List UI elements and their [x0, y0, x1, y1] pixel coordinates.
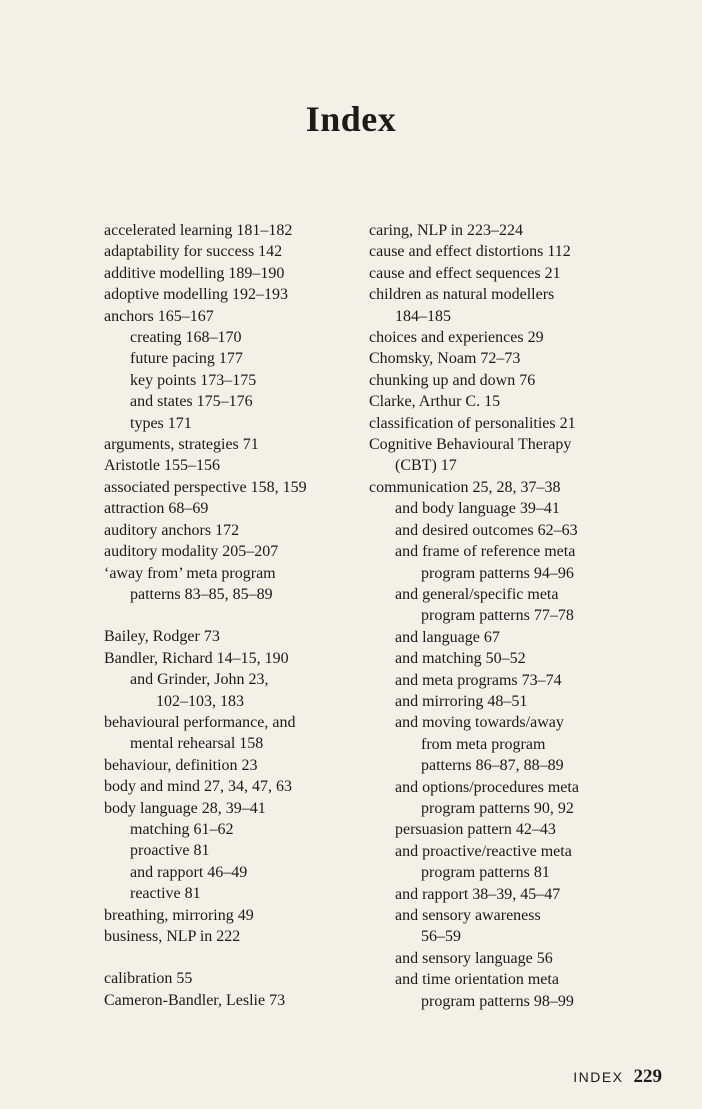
entry-text: communication 25, 28, 37–38	[369, 478, 561, 496]
index-entry	[104, 626, 364, 647]
index-entry	[104, 520, 364, 541]
entry-text: and desired outcomes 62–63	[395, 521, 578, 539]
index-entry	[369, 263, 629, 284]
index-entry	[104, 968, 364, 989]
index-subentry	[369, 648, 629, 669]
entry-text: caring, NLP in 223–224	[369, 222, 524, 239]
entry-text: Cameron-Bandler, Leslie 73	[104, 991, 286, 1009]
index-entry	[104, 776, 364, 797]
entry-continuation: program patterns 98–99	[421, 992, 574, 1010]
index-entry	[104, 990, 364, 1011]
entry-text: and rapport 46–49	[130, 863, 248, 881]
entry-text: auditory modality 205–207	[104, 543, 279, 561]
index-subentry	[369, 777, 629, 820]
entry-text: Cognitive Behavioural Therapy	[369, 436, 572, 454]
index-entry	[369, 370, 629, 391]
entry-text: persuasion pattern 42–43	[395, 821, 556, 839]
index-entry	[369, 284, 629, 327]
entry-continuation: patterns 86–87, 88–89	[421, 757, 564, 775]
letter-group-gap	[104, 947, 364, 968]
entry-continuation: program patterns 77–78	[421, 607, 574, 625]
index-subentry	[104, 348, 364, 369]
entry-text: adaptability for success 142	[104, 243, 283, 261]
entry-text: and moving towards/away	[395, 714, 564, 732]
entry-text: breathing, mirroring 49	[104, 906, 254, 924]
entry-text: anchors 165–167	[104, 307, 214, 325]
entry-text: and mirroring 48–51	[395, 692, 528, 710]
index-subentry	[104, 391, 364, 412]
index-entry	[104, 905, 364, 926]
entry-text: matching 61–62	[130, 820, 234, 838]
index-entry	[104, 220, 364, 241]
index-entry	[104, 434, 364, 455]
entry-text: future pacing 177	[130, 350, 243, 368]
entry-continuation: mental rehearsal 158	[130, 735, 264, 753]
index-subentry	[104, 370, 364, 391]
index-entry	[104, 477, 364, 498]
letter-group-gap	[104, 605, 364, 626]
entry-text: and states 175–176	[130, 393, 253, 411]
entry-text: and options/procedures meta	[395, 778, 579, 796]
entry-text: key points 173–175	[130, 371, 257, 389]
entry-text: behaviour, definition 23	[104, 756, 258, 774]
index-entry	[369, 391, 629, 412]
index-subentry	[369, 584, 629, 627]
entry-text: and sensory language 56	[395, 949, 553, 967]
index-entry	[369, 220, 629, 241]
entry-text: and general/specific meta	[395, 585, 559, 603]
entry-text: Clarke, Arthur C. 15	[369, 393, 501, 411]
index-entry	[369, 241, 629, 262]
entry-continuation: 102–103, 183	[156, 692, 244, 710]
index-subentry	[369, 670, 629, 691]
entry-text: additive modelling 189–190	[104, 264, 285, 282]
entry-text: classification of personalities 21	[369, 414, 576, 432]
index-entry	[104, 541, 364, 562]
entry-text: body and mind 27, 34, 47, 63	[104, 778, 292, 796]
index-subentry	[104, 327, 364, 348]
index-subentry	[104, 862, 364, 883]
entry-text: business, NLP in 222	[104, 928, 241, 945]
entry-text: and frame of reference meta	[395, 543, 576, 561]
index-entry	[104, 712, 364, 755]
entry-text: proactive 81	[130, 842, 210, 860]
entry-continuation: from meta program	[421, 735, 546, 753]
entry-text: adoptive modelling 192–193	[104, 286, 288, 304]
entry-text: children as natural modellers	[369, 286, 555, 304]
index-subentry	[369, 712, 629, 776]
index-subentry	[369, 884, 629, 905]
entry-text: and proactive/reactive meta	[395, 842, 572, 860]
index-column-left	[104, 220, 364, 1011]
entry-text: Chomsky, Noam 72–73	[369, 350, 521, 368]
index-subentry	[369, 948, 629, 969]
entry-continuation: 56–59	[421, 928, 461, 946]
index-entry	[104, 498, 364, 519]
index-subentry	[369, 627, 629, 648]
entry-text: ‘away from’ meta program	[104, 564, 276, 582]
entry-text: accelerated learning 181–182	[104, 222, 293, 239]
index-subentry	[104, 819, 364, 840]
index-subentry	[369, 520, 629, 541]
index-entry	[104, 455, 364, 476]
entry-text: auditory anchors 172	[104, 521, 240, 539]
entry-text: associated perspective 158, 159	[104, 478, 307, 496]
index-entry	[369, 348, 629, 369]
entry-text: and time orientation meta	[395, 971, 559, 989]
index-entry	[104, 798, 364, 819]
index-entry	[369, 327, 629, 348]
index-entry	[369, 413, 629, 434]
entry-continuation: program patterns 81	[421, 864, 550, 882]
index-entry	[104, 284, 364, 305]
entry-text: and rapport 38–39, 45–47	[395, 885, 561, 903]
entry-text: choices and experiences 29	[369, 329, 544, 347]
index-entry	[369, 477, 629, 498]
index-entry	[104, 648, 364, 669]
index-entry	[104, 755, 364, 776]
index-subentry	[104, 413, 364, 434]
entry-text: Aristotle 155–156	[104, 457, 220, 475]
page-title: Index	[305, 99, 397, 139]
index-subentry	[369, 498, 629, 519]
entry-text: types 171	[130, 414, 192, 432]
entry-text: body language 28, 39–41	[104, 799, 266, 817]
entry-text: attraction 68–69	[104, 500, 209, 518]
entry-text: and meta programs 73–74	[395, 671, 562, 689]
page-number: 229	[633, 1066, 662, 1087]
entry-text: reactive 81	[130, 885, 201, 903]
index-entry	[369, 434, 629, 477]
entry-continuation: 184–185	[395, 307, 451, 325]
entry-text: calibration 55	[104, 970, 193, 988]
index-subentry	[369, 691, 629, 712]
index-subentry	[369, 969, 629, 1012]
entry-text: and sensory awareness	[395, 907, 541, 924]
entry-text: creating 168–170	[130, 329, 242, 347]
index-subentry	[369, 905, 629, 948]
entry-text: behavioural performance, and	[104, 713, 296, 731]
entry-continuation: program patterns 94–96	[421, 564, 574, 582]
index-subentry	[104, 669, 364, 712]
entry-text: and Grinder, John 23,	[130, 671, 269, 689]
index-subentry	[369, 819, 629, 840]
index-subentry	[104, 883, 364, 904]
entry-text: and matching 50–52	[395, 650, 526, 668]
entry-text: Bandler, Richard 14–15, 190	[104, 649, 289, 667]
entry-continuation: program patterns 90, 92	[421, 799, 574, 817]
index-entry	[104, 926, 364, 947]
entry-continuation: patterns 83–85, 85–89	[130, 585, 273, 603]
index-entry	[104, 306, 364, 327]
entry-text: arguments, strategies 71	[104, 436, 259, 454]
page-footer	[573, 1066, 662, 1088]
index-entry	[104, 241, 364, 262]
entry-text: and body language 39–41	[395, 500, 560, 518]
entry-text: and language 67	[395, 628, 500, 646]
index-subentry	[369, 541, 629, 584]
entry-text: cause and effect sequences 21	[369, 264, 561, 282]
entry-text: chunking up and down 76	[369, 371, 536, 389]
running-footer-label: INDEX	[573, 1069, 624, 1085]
index-entry	[104, 563, 364, 606]
index-subentry	[369, 841, 629, 884]
index-column-right	[369, 220, 629, 1012]
entry-text: Bailey, Rodger 73	[104, 628, 220, 646]
entry-continuation: (CBT) 17	[395, 457, 457, 475]
entry-text: cause and effect distortions 112	[369, 243, 571, 261]
index-entry	[104, 263, 364, 284]
index-subentry	[104, 840, 364, 861]
